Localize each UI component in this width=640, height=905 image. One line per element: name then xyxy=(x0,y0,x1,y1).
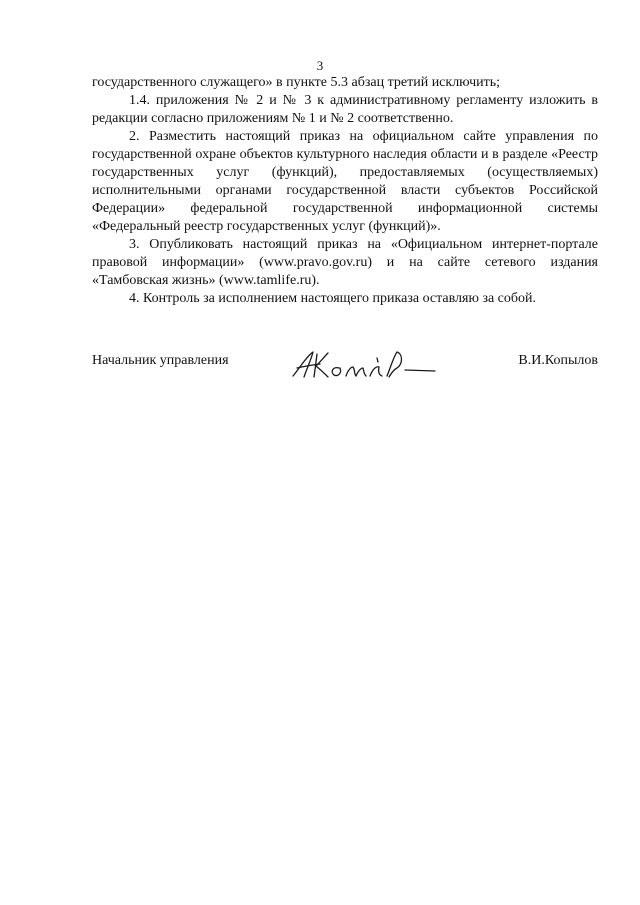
signer-name: В.И.Копылов xyxy=(518,353,598,368)
paragraph-continuation: государственного служащего» в пункте 5.3 абзац третий исключить; xyxy=(92,75,501,90)
handwritten-signature xyxy=(287,346,437,386)
paragraph-item-3: 3. Опубликовать настоящий приказ на «Официальном интернет-портале правовой информации» (www.pravo.gov.ru) и на сайте сетевого издания «Тамбовская жизнь» (www.tamlife.ru). xyxy=(92,237,598,288)
signer-position: Начальник управления xyxy=(92,353,229,368)
paragraph-item-4: 4. Контроль за исполнением настоящего приказа оставляю за собой. xyxy=(129,291,537,306)
paragraph-item-2: 2. Разместить настоящий приказ на официальном сайте управления по государственной охране объектов культурного наследия области и в разделе «Реестр государственных услуг (функций), предоставляемых (осуществляемых) исполнительными органами государственной власти субъектов Российской Федерации» федеральной государственной информационной системы «Федеральный реестр государственных услуг (функций)». xyxy=(92,129,598,234)
document-body xyxy=(92,74,598,308)
paragraph-item-1-4: 1.4. приложения № 2 и № 3 к административному регламенту изложить в редакции согласно приложениям № 1 и № 2 соответственно. xyxy=(92,93,598,126)
signature-block xyxy=(92,346,598,390)
page-number: 3 xyxy=(316,58,324,73)
